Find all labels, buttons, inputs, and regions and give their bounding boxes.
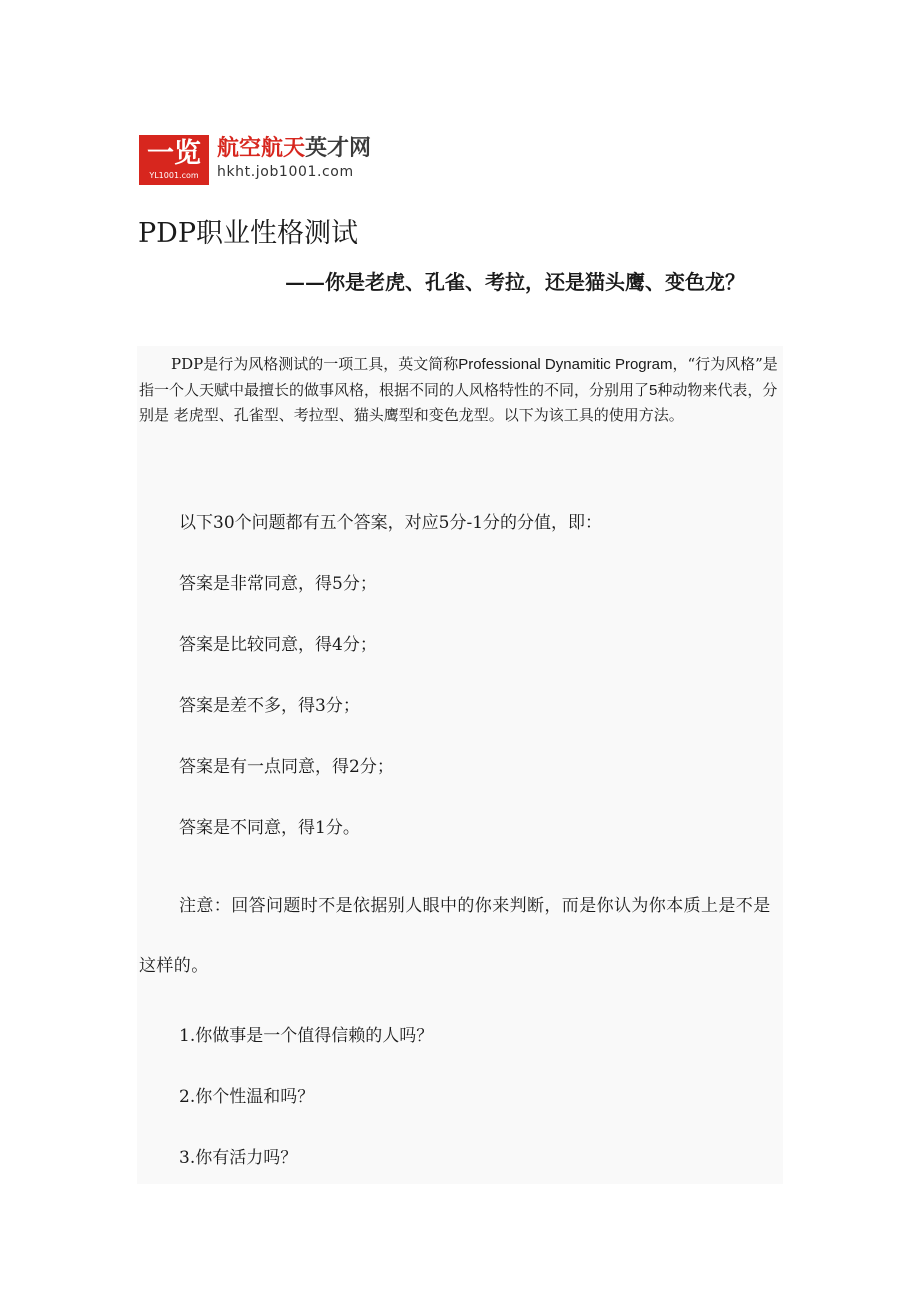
logo-name-part2: 英才网 bbox=[305, 136, 372, 161]
answer-line: 答案是比较同意，得4分； bbox=[179, 635, 377, 655]
answer-line: 答案是不同意，得1分。 bbox=[179, 818, 360, 838]
intro-text-1: PDP是行为风格测试的一项工具，英文简称 bbox=[171, 355, 459, 373]
logo-mark bbox=[139, 135, 209, 185]
logo-mark-domain: YL1001.com bbox=[149, 171, 199, 180]
question-item: 2.你个性温和吗？ bbox=[179, 1087, 315, 1107]
intro-text-3: 种动物来代表，分别是 老虎型、孔雀型、考拉型、猫头鹰型和变色龙型。以下为该工具的使用方法。 bbox=[139, 380, 778, 424]
intro-english-name: Professional Dynamitic Program bbox=[458, 356, 673, 373]
answer-line: 答案是非常同意，得5分； bbox=[179, 574, 377, 594]
question-item: 1.你做事是一个值得信赖的人吗？ bbox=[179, 1026, 434, 1046]
logo-site-name bbox=[217, 135, 371, 163]
instructions-line: 以下30个问题都有五个答案，对应5分-1分的分值，即： bbox=[179, 513, 603, 533]
note-paragraph: 注意：回答问题时不是依据别人眼中的你来判断，而是你认为你本质上是不是这样的。 bbox=[139, 896, 771, 976]
intro-text-2: ，“行为风格”是指一个人天赋中最擅长的做事风格，根据不同的人风格特性的不同，分别用了 bbox=[139, 355, 778, 399]
logo-mark-text: 一览 bbox=[147, 138, 201, 169]
intro-number: 5 bbox=[649, 381, 658, 399]
page-title: PDP职业性格测试 bbox=[138, 218, 358, 249]
page-subtitle: ——你是老虎、孔雀、考拉，还是猫头鹰、变色龙？ bbox=[285, 270, 745, 294]
logo-name-part1: 航空航天 bbox=[217, 136, 306, 161]
answer-line: 答案是差不多，得3分； bbox=[179, 696, 360, 716]
intro-paragraph bbox=[139, 352, 781, 428]
answer-line: 答案是有一点同意，得2分； bbox=[179, 757, 394, 777]
site-logo[interactable] bbox=[139, 135, 379, 185]
question-item: 3.你有活力吗？ bbox=[179, 1148, 298, 1168]
logo-url: hkht.job1001.com bbox=[217, 164, 354, 180]
